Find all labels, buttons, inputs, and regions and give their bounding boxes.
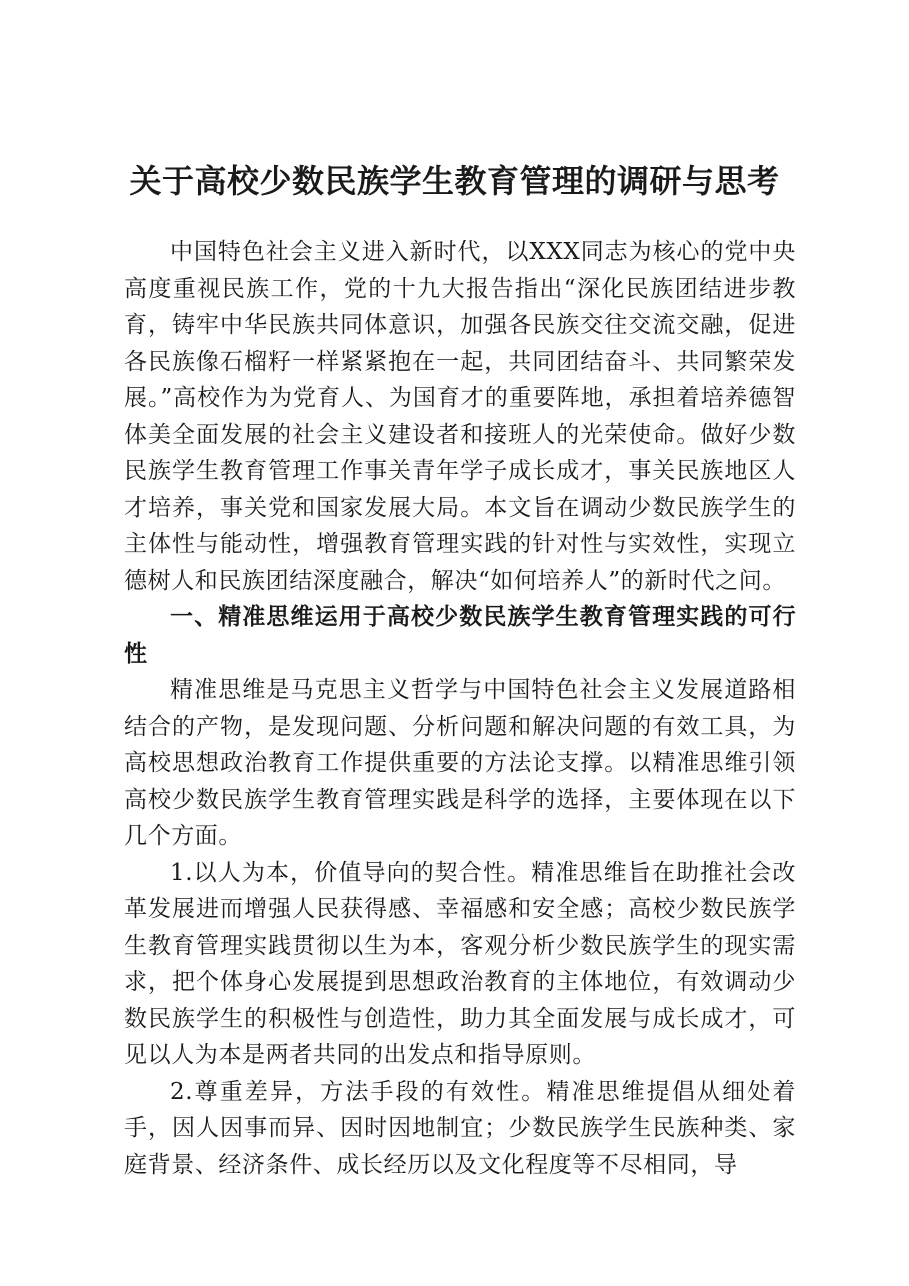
section-heading-1: 一、精准思维运用于高校少数民族学生教育管理实践的可行性 <box>124 604 796 667</box>
point-1-paragraph: 1.以人为本，价值导向的契合性。精准思维旨在助推社会改革发展进而增强人民获得感、幸福感和安全感；高校少数民族学生教育管理实践贯彻以生为本，客观分析少数民族学生的现实需求，把个体身心发展提到思想政治教育的主体地位，有效调动少数民族学生的积极性与创造性，助力其全面发展与成长成才，可见以人为本是两者共同的出发点和指导原则。 <box>124 859 796 1068</box>
section-1-paragraph: 精准思维是马克思主义哲学与中国特色社会主义发展道路相结合的产物，是发现问题、分析问题和解决问题的有效工具，为高校思想政治教育工作提供重要的方法论支撑。以精准思维引领高校少数民族学生教育管理实践是科学的选择，主要体现在以下几个方面。 <box>124 677 796 849</box>
point-2-paragraph: 2.尊重差异，方法手段的有效性。精准思维提倡从细处着手，因人因事而异、因时因地制宜；少数民族学生民族种类、家庭背景、经济条件、成长经历以及文化程度等不尽相同，导 <box>124 1078 796 1178</box>
document-title: 关于高校少数民族学生教育管理的调研与思考 <box>129 162 780 200</box>
document-body <box>124 234 796 1183</box>
intro-paragraph: 中国特色社会主义进入新时代，以XXX同志为核心的党中央高度重视民族工作，党的十九大报告指出“深化民族团结进步教育，铸牢中华民族共同体意识，加强各民族交往交流交融，促进各民族像石榴籽一样紧紧抱在一起，共同团结奋斗、共同繁荣发展。”高校作为为党育人、为国育才的重要阵地，承担着培养德智体美全面发展的社会主义建设者和接班人的光荣使命。做好少数民族学生教育管理工作事关青年学子成长成才，事关民族地区人才培养，事关党和国家发展大局。本文旨在调动少数民族学生的主体性与能动性，增强教育管理实践的针对性与实效性，实现立德树人和民族团结深度融合，解决“如何培养人”的新时代之问。 <box>124 239 796 594</box>
